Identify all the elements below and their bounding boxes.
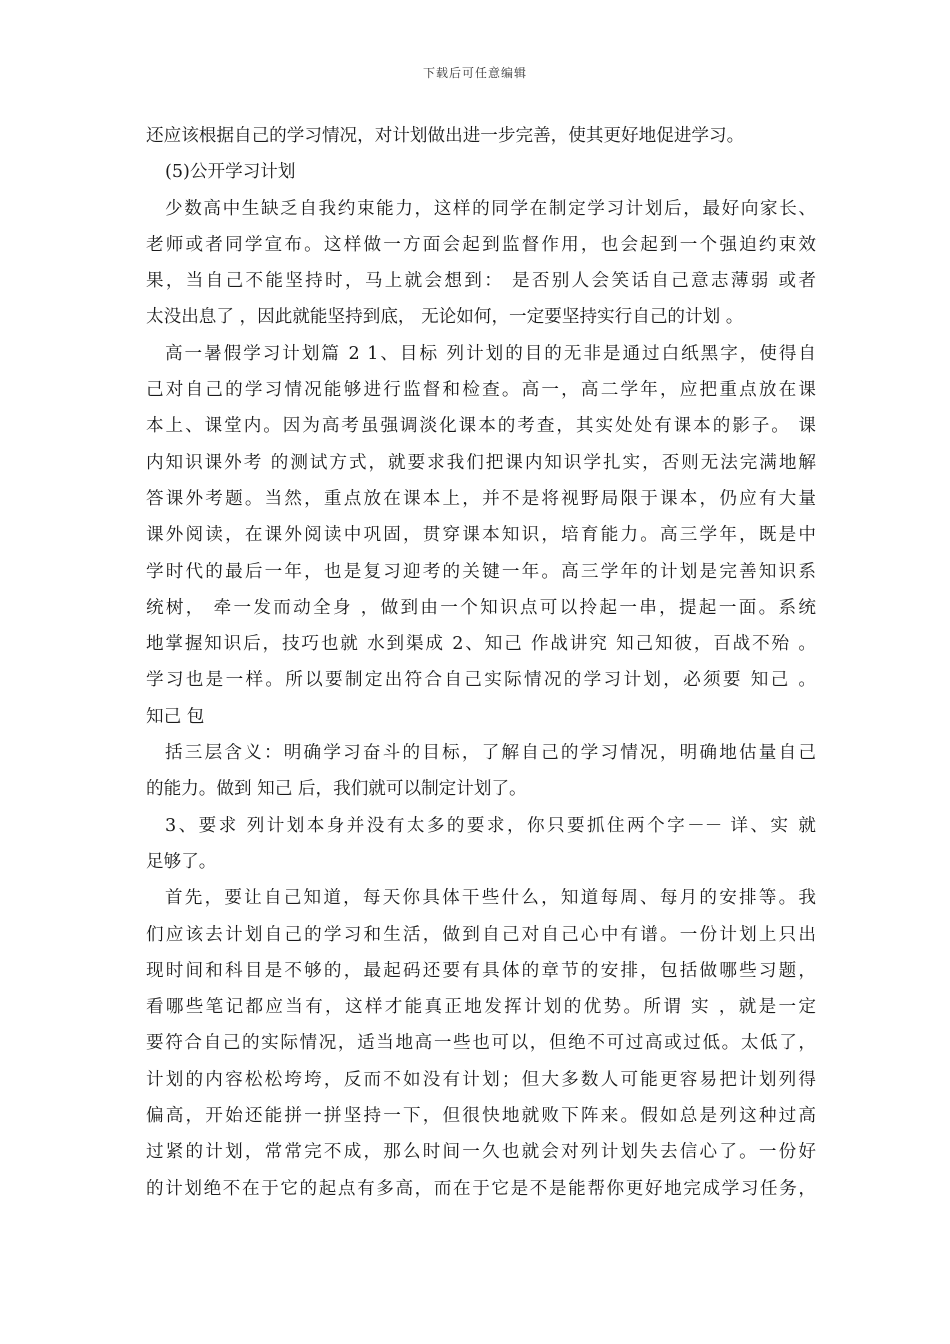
text-line: 还应该根据自己的学习情况，对计划做出进一步完善，使其更好地促进学习。 <box>146 126 745 146</box>
text-line: 过紧的计划，常常完不成，那么时间一久也就会对列计划失去信心了。一份好 <box>146 1142 816 1163</box>
text-line: 答课外考题。当然，重点放在课本上，并不是将视野局限于课本，仍应有大量 <box>146 488 816 509</box>
page-header: 下载后可任意编辑 <box>422 66 527 80</box>
text-line: 己对自己的学习情况能够进行监督和检查。高一，高二学年，应把重点放在课 <box>146 380 816 401</box>
text-line: 计划的内容松松垮垮，反而不如没有计划；但大多数人可能更容易把计划列得 <box>146 1069 816 1090</box>
text-line: 知己 包 <box>146 706 205 727</box>
text-line: 高一暑假学习计划篇 2 1、目标 列计划的目的无非是通过白纸黑字，使得自 <box>165 343 816 364</box>
document-body <box>146 118 816 1207</box>
text-line: 3、要求 列计划本身并没有太多的要求，你只要抓住两个字－－ 详、实 就 <box>165 815 816 836</box>
text-line: 括三层含义：明确学习奋斗的目标，了解自己的学习情况，明确地估量自己 <box>165 743 816 764</box>
text-line: 看哪些笔记都应当有，这样才能真正地发挥计划的优势。所谓 实 ，就是一定 <box>146 997 816 1018</box>
text-line: 果，当自己不能坚持时，马上就会想到： 是否别人会笑话自己意志薄弱 或者 <box>146 271 816 292</box>
text-line: 要符合自己的实际情况，适当地高一些也可以，但绝不可过高或过低。太低了， <box>146 1033 816 1054</box>
text-line: 首先，要让自己知道，每天你具体干些什么，知道每周、每月的安排等。我 <box>165 888 816 909</box>
text-line: 现时间和科目是不够的，最起码还要有具体的章节的安排，包括做哪些习题， <box>146 960 816 981</box>
text-line: 本上、课堂内。因为高考虽强调淡化课本的考查，其实处处有课本的影子。 课 <box>146 416 816 437</box>
text-line: 的能力。做到 知己 后，我们就可以制定计划了。 <box>146 779 527 800</box>
text-line: 太没出息了 ，因此就能坚持到底， 无论如何，一定要坚持实行自己的计划 。 <box>146 307 744 328</box>
text-line: 学时代的最后一年，也是复习迎考的关键一年。高三学年的计划是完善知识系 <box>146 561 816 582</box>
text-line: 统树， 牵一发而动全身 ，做到由一个知识点可以拎起一串，提起一面。系统 <box>146 597 816 618</box>
text-line: 课外阅读，在课外阅读中巩固，贯穿课本知识，培育能力。高三学年，既是中 <box>146 525 816 546</box>
text-line: (5)公开学习计划 <box>165 162 296 183</box>
text-line: 学习也是一样。所以要制定出符合自己实际情况的学习计划，必须要 知己 。 <box>146 670 816 691</box>
text-line: 地掌握知识后，技巧也就 水到渠成 2、知己 作战讲究 知己知彼，百战不殆 。 <box>146 634 816 655</box>
text-line: 少数高中生缺乏自我约束能力，这样的同学在制定学习计划后，最好向家长、 <box>165 198 816 219</box>
text-line: 内知识课外考 的测试方式，就要求我们把课内知识学扎实，否则无法完满地解 <box>146 452 816 473</box>
text-line: 足够了。 <box>146 851 217 872</box>
text-line: 老师或者同学宣布。这样做一方面会起到监督作用，也会起到一个强迫约束效 <box>146 234 816 255</box>
text-line: 们应该去计划自己的学习和生活，做到自己对自己心中有谱。一份计划上只出 <box>146 924 816 945</box>
text-line: 偏高，开始还能拼一拼坚持一下，但很快地就败下阵来。假如总是列这种过高 <box>146 1106 816 1127</box>
text-line: 的计划绝不在于它的起点有多高，而在于它是不是能帮你更好地完成学习任务， <box>146 1178 816 1199</box>
